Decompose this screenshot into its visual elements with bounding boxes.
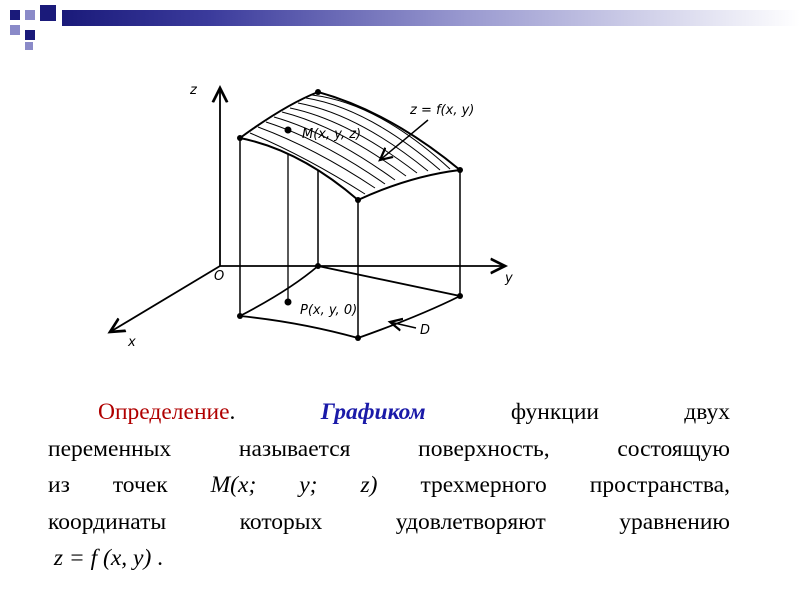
point-notation: M(x; y; z) <box>210 472 378 498</box>
x-axis-label: x <box>128 335 136 350</box>
z-axis-label: z <box>190 83 197 98</box>
definition-line-1 <box>48 394 730 431</box>
deco-square <box>10 10 20 20</box>
point-p-label: P(x, y, 0) <box>300 303 358 318</box>
corner-point <box>457 167 463 173</box>
corner-point <box>355 197 361 203</box>
definition-line-2-text: переменных называется поверхность, состоящую <box>48 435 730 462</box>
corner-point <box>315 89 321 95</box>
deco-square <box>10 25 20 35</box>
definition-line-4 <box>48 504 730 541</box>
function-formula: z = f (x, y) <box>53 545 152 571</box>
point-p <box>285 299 292 306</box>
definition-line-3-pre: из точек <box>48 472 168 498</box>
definition-text <box>48 394 730 577</box>
corner-point <box>237 135 243 141</box>
header-gradient-bar <box>62 10 800 26</box>
definition-line-3-post: трехмерного пространства, <box>420 472 730 498</box>
point-m <box>285 127 292 134</box>
domain-label: D <box>420 323 431 338</box>
point-m-label: M(x, y, z) <box>302 127 362 142</box>
x-axis <box>110 266 220 332</box>
definition-line-5 <box>48 540 730 577</box>
deco-square <box>40 5 56 21</box>
corner-point <box>315 263 321 269</box>
slide-decoration <box>0 0 800 60</box>
deco-square <box>25 10 35 20</box>
definition-end-dot: . <box>157 545 164 571</box>
deco-square <box>25 42 33 50</box>
definition-line-2 <box>48 431 730 468</box>
definition-term-dot: . <box>229 399 236 425</box>
surface-label: z = f(x, y) <box>410 103 475 118</box>
definition-line-4-text: координаты которых удовлетворяют уравнению <box>48 508 730 535</box>
surface-graph-diagram <box>90 70 550 360</box>
origin-label: O <box>214 269 225 284</box>
definition-line-1-rest: функции двух <box>510 399 730 425</box>
corner-point <box>355 335 361 341</box>
definition-term: Определение <box>98 399 230 425</box>
deco-square <box>25 30 35 40</box>
definition-line-3 <box>48 467 730 504</box>
definition-subject: Графиком <box>320 399 426 425</box>
corner-point <box>457 293 463 299</box>
corner-point <box>237 313 243 319</box>
y-axis-label: y <box>505 271 513 286</box>
